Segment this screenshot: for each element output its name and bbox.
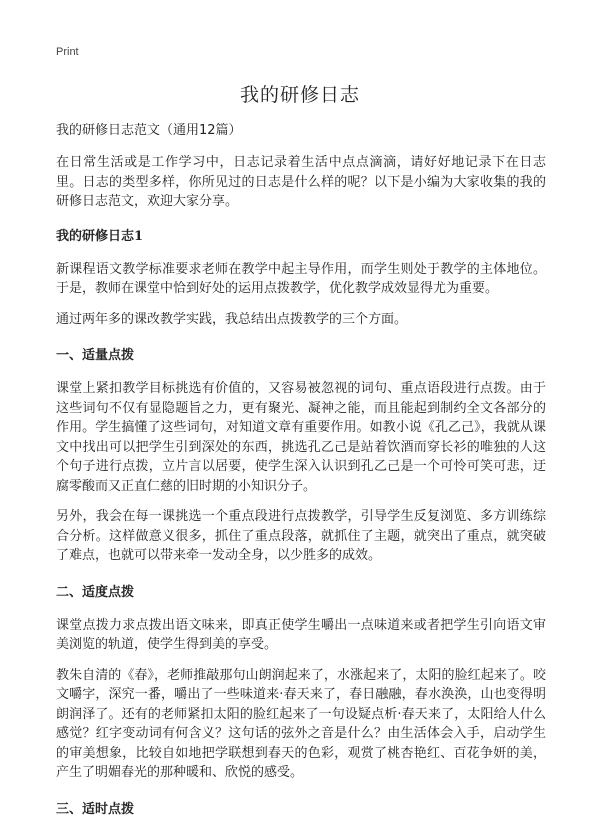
paragraph-2: 通过两年多的课改教学实践，我总结出点拨教学的三个方面。 — [56, 311, 408, 327]
paragraph-5: 课堂点拨力求点拨出语文味来，即真正使学生嚼出一点味道来或者把学生引向语文审美浏览的轨道，使学生得到美的享受。 — [56, 617, 546, 652]
document-title: 我的研修日志 — [239, 84, 360, 106]
section-heading-1: 我的研修日志1 — [56, 228, 144, 244]
paragraph-1: 新课程语文教学标准要求老师在教学中起主导作用，而学生则处于教学的主体地位。于是，教师在课堂中恰到好处的运用点拨教学，优化教学成效显得尤为重要。 — [56, 261, 546, 296]
document-body — [56, 121, 546, 833]
subheading-appropriate-degree: 二、适度点拨 — [56, 584, 135, 600]
subheading-timely: 三、适时点拨 — [56, 801, 135, 817]
subheading-appropriate-amount: 一、适量点拨 — [56, 348, 135, 363]
document-subtitle: 我的研修日志范文（通用12篇） — [56, 123, 242, 138]
paragraph-3: 课堂上紧扣教学目标挑选有价值的，又容易被忽视的词句、重点语段进行点拨。由于这些词句不仅有显隐题旨之力，更有聚光、凝神之能，而且能起到制约全文各部分的作用。学生搞懂了这些词句，对知道文章有重要作用。如教小说《孔乙己》，我就从课文中找出可以把学生引到深处的东西，挑选孔乙己是站着饮酒而穿长衫的唯独的人这个句子进行点拨，立片言以居要，使学生深入认识到孔乙己是一个可怜可笑可悲，迂腐零酸而又正直仁慈的旧时期的小知识分子。 — [56, 381, 546, 494]
print-link[interactable]: Print — [56, 46, 79, 58]
intro-paragraph: 在日常生活或是工作学习中，日志记录着生活中点点滴滴，请好好地记录下在日志里。日志的类型多样，你所见过的日志是什么样的呢？以下是小编为大家收集的我的研修日志范文，欢迎大家分享。 — [56, 155, 546, 209]
paragraph-4: 另外，我会在每一课挑选一个重点段进行点拨教学，引导学生反复浏览、多方训练综合分析。这样做意义很多，抓住了重点段落，就抓住了主题，就突出了重点，就突破了难点，也就可以带来牵一发动全身，以少胜多的成效。 — [56, 509, 546, 563]
paragraph-6: 教朱自清的《春》，老师推敲那句山朗润起来了，水涨起来了，太阳的脸红起来了。咬文嚼字，深究一番，嚼出了一些味道来·春天来了，春日融融，春水涣涣，山也变得明朗润泽了。还有的老师紧扣太阳的脸红起来了一句设疑点析·春天来了，太阳给人什么感觉？红字变动词有何含义？这句话的弦外之音是什么？由生活体会入手，启动学生的审美想象，比较自如地把学联想到春天的色彩，观赏了桃杏艳红、百花争妍的美，产生了明媚春光的那种暖和、欣悦的感受。 — [56, 667, 546, 780]
